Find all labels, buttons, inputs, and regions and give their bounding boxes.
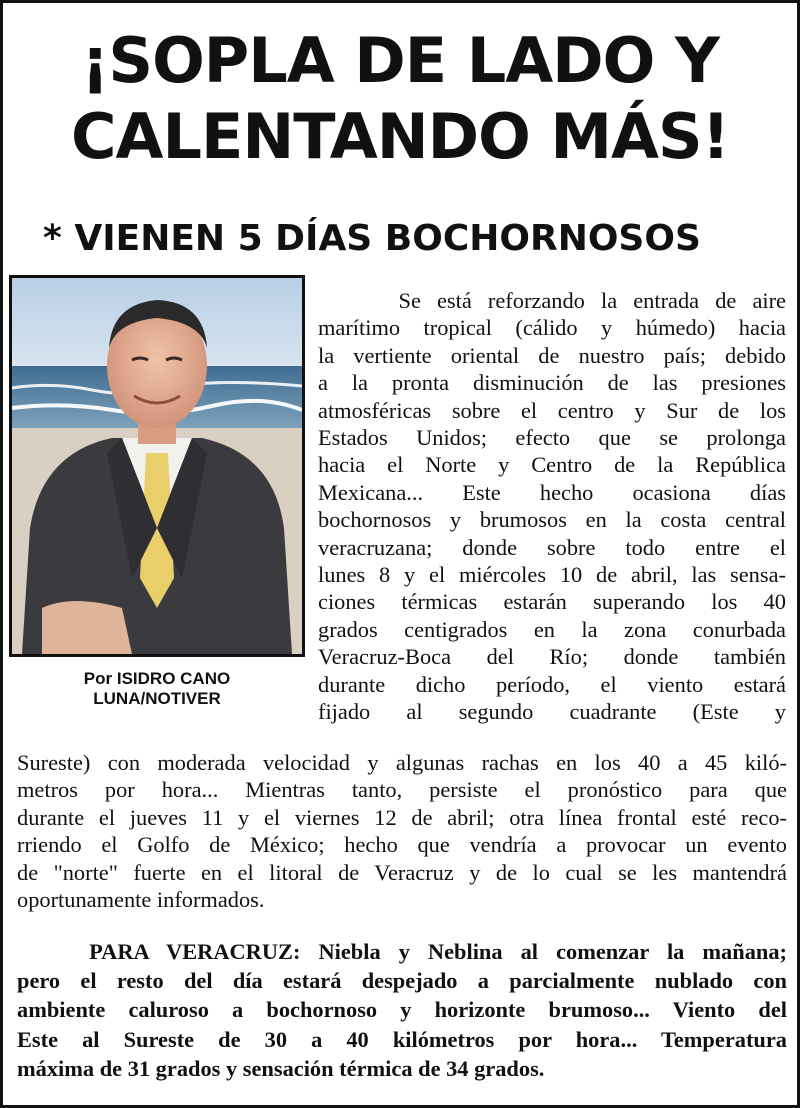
forecast-line: ambiente caluroso a bochornoso y horizonte brumoso... Viento del <box>17 997 787 1023</box>
article-line: hacia el Norte y Centro de la República <box>318 452 786 478</box>
article-right-column <box>318 287 786 726</box>
article-line: Sureste) con moderada velocidad y algunas rachas en los 40 a 45 kiló- <box>17 750 787 775</box>
forecast-line: Este al Sureste de 30 a 40 kilómetros por hora... Temperatura <box>17 1026 787 1052</box>
forecast-line: máxima de 31 grados y sensación térmica de 34 grados. <box>17 1055 545 1081</box>
article-line: Estados Unidos; efecto que se prolonga <box>318 425 786 451</box>
article-line: marítimo tropical (cálido y húmedo) hacia <box>318 315 786 341</box>
article-line: grados centigrados en la zona conurbada <box>318 616 786 642</box>
forecast-line: PARA VERACRUZ: Niebla y Neblina al comenzar la mañana; <box>17 939 787 964</box>
article-line: durante dicho período, el viento estará <box>318 671 786 697</box>
article-line: rriendo el Golfo de México; hecho que vendría a provocar un evento <box>17 832 787 858</box>
article-line: Veracruz-Boca del Río; donde también <box>318 644 786 670</box>
article-line: fijado al segundo cuadrante (Este y <box>318 699 786 725</box>
byline-line-1: Por ISIDRO CANO <box>83 669 231 688</box>
article-line: lunes 8 y el miércoles 10 de abril, las sensa- <box>318 562 786 588</box>
article-line: a la pronta disminución de las presiones <box>318 370 786 396</box>
article-line: de "norte" fuerte en el litoral de Veracruz y de lo cual se les mantendrá <box>17 859 787 885</box>
byline-line-2: LUNA/NOTIVER <box>93 689 221 708</box>
headline <box>3 23 797 175</box>
headline-line-1: ¡SOPLA DE LADO Y <box>81 24 719 97</box>
article-line: durante el jueves 11 y el viernes 12 de abril; otra línea frontal esté reco- <box>17 804 787 830</box>
forecast-paragraph <box>17 937 787 1083</box>
article-line: bochornosos y brumosos en la costa central <box>318 507 786 533</box>
article-line: oportunamente informados. <box>17 887 265 913</box>
headline-line-2: CALENTANDO MÁS! <box>71 100 729 173</box>
article-full-width <box>17 749 787 913</box>
article-line: la vertiente oriental de nuestro país; debido <box>318 342 786 368</box>
byline <box>9 669 305 709</box>
article-line: metros por hora... Mientras tanto, persiste el pronóstico para que <box>17 777 787 803</box>
article-line: veracruzana; donde sobre todo entre el <box>318 534 786 560</box>
author-photo <box>9 275 305 657</box>
article-line: atmosféricas sobre el centro y Sur de los <box>318 397 786 423</box>
article-line: ciones térmicas estarán superando los 40 <box>318 589 786 615</box>
article-line: Se está reforzando la entrada de aire <box>318 288 786 313</box>
article-line: Mexicana... Este hecho ocasiona días <box>318 479 786 505</box>
subheadline: * VIENEN 5 DÍAS BOCHORNOSOS <box>43 218 701 259</box>
forecast-line: pero el resto del día estará despejado a parcialmente nublado con <box>17 968 787 994</box>
